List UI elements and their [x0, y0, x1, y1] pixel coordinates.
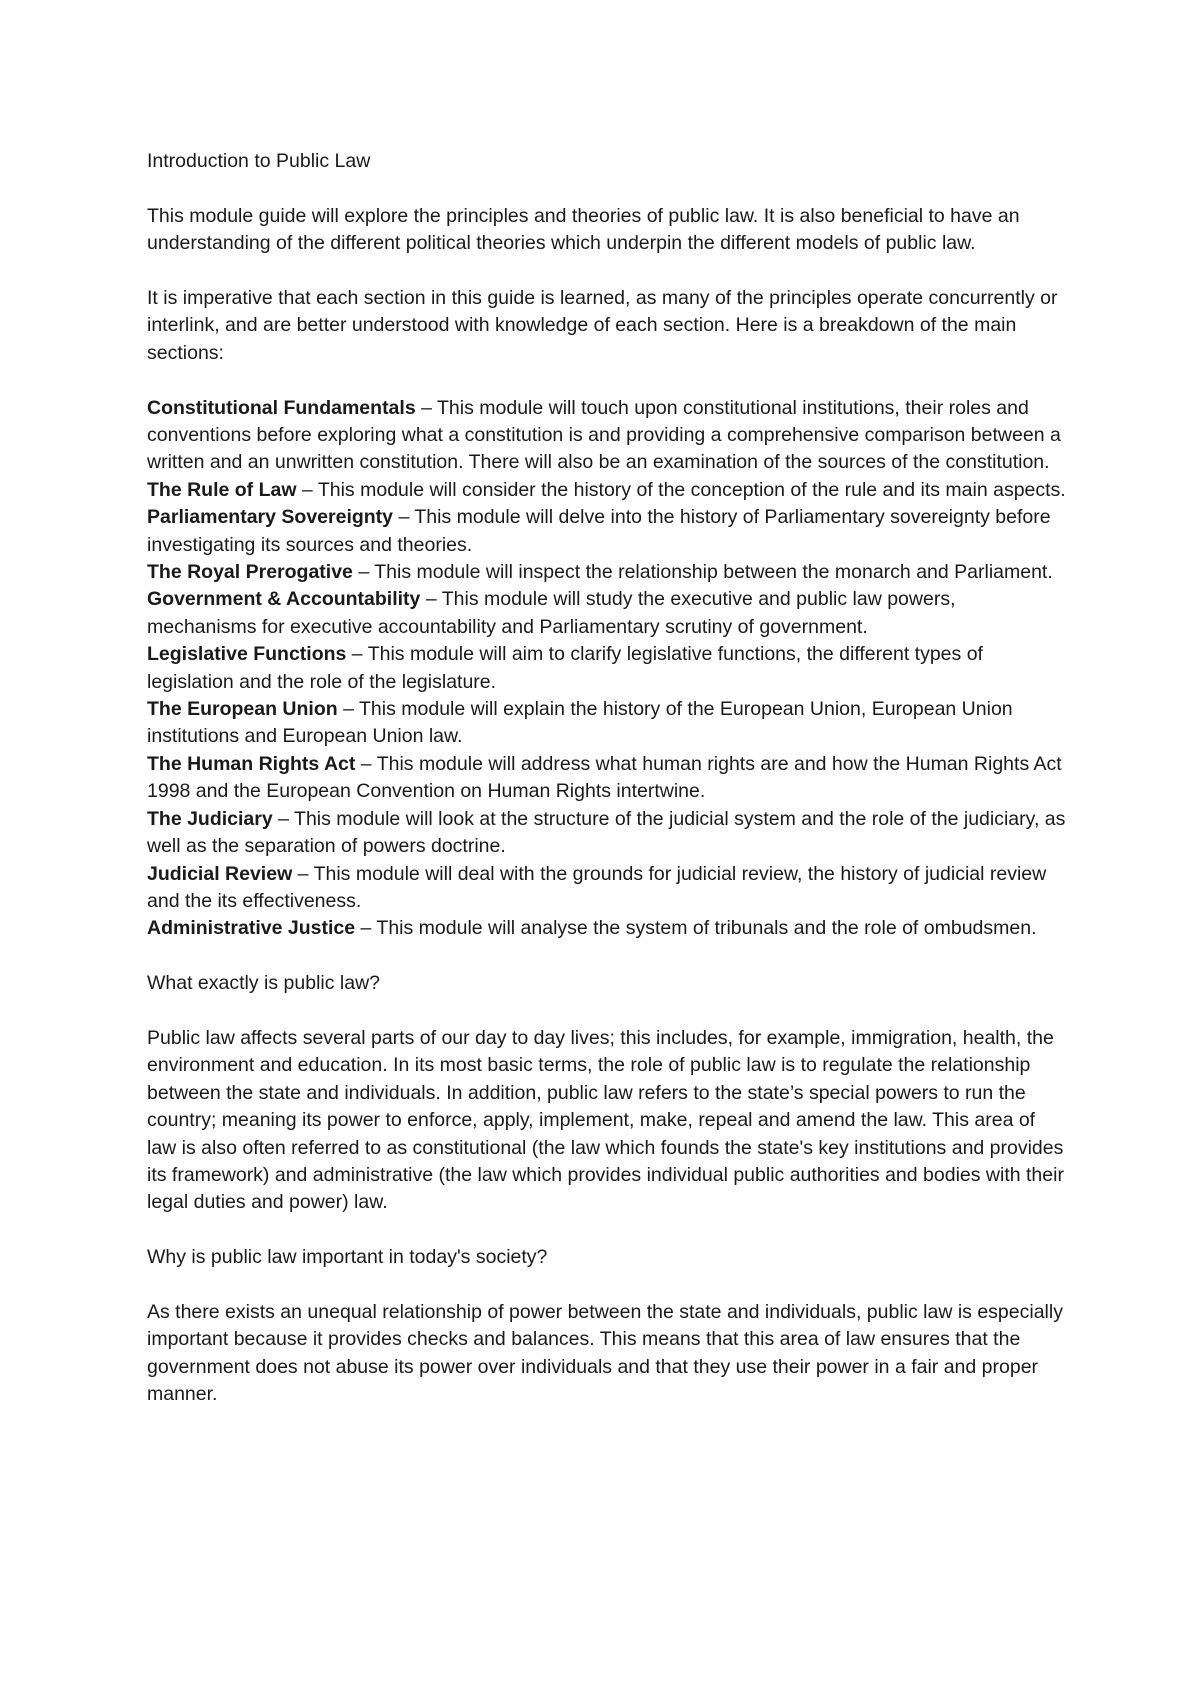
section-title: Constitutional Fundamentals: [147, 396, 416, 419]
document-body: [147, 148, 1067, 1436]
section-description: – This module will aim to clarify legislative functions, the different types of legislation and the role of the legislature.: [147, 643, 983, 693]
section-description: – This module will delve into the history of Parliamentary sovereignty before investigating its sources and theories.: [147, 506, 1051, 556]
section-description: – This module will explain the history of the European Union, European Union institutions and European Union law.: [147, 698, 1013, 748]
section-title: Judicial Review: [147, 862, 293, 885]
section-title: Government & Accountability: [147, 588, 421, 611]
section-item: [147, 861, 1067, 916]
section-title: The Rule of Law: [147, 478, 297, 501]
section-item: [147, 586, 1067, 641]
section-title: The Human Rights Act: [147, 752, 356, 775]
section-title: The European Union: [147, 698, 338, 721]
section-item: [147, 806, 1067, 861]
section-item: [147, 751, 1067, 806]
answer-paragraph-1: Public law affects several parts of our day to day lives; this includes, for example, immigration, health, the environment and education. In its most basic terms, the role of public law is to regulate the relationship between the state and individuals. In addition, public law refers to the state’s special powers to run the country; meaning its power to enforce, apply, implement, make, repeal and amend the law. This area of law is also often referred to as constitutional (the law which founds the state's key institutions and provides its framework) and administrative (the law which provides individual public authorities and bodies with their legal duties and power) law.: [147, 1026, 1064, 1214]
question-heading-1: What exactly is public law?: [147, 972, 381, 995]
answer-paragraph-2: As there exists an unequal relationship of power between the state and individuals, public law is especially important because it provides checks and balances. This means that this area of law ensures that the government does not abuse its power over individuals and that they use their power in a fair and proper manner.: [147, 1300, 1063, 1406]
intro-paragraph-1: This module guide will explore the principles and theories of public law. It is also beneficial to have an understanding of the different political theories which underpin the different models of public law.: [147, 204, 1020, 255]
section-description: – This module will touch upon constitutional institutions, their roles and conventions before exploring what a constitution is and providing a comprehensive comparison between a written and an unwritten constitution. There will also be an examination of the sources of the constitution.: [147, 396, 1061, 474]
question-heading-2: Why is public law important in today's society?: [147, 1246, 548, 1269]
section-description: – This module will address what human rights are and how the Human Rights Act 1998 and the European Convention on Human Rights intertwine.: [147, 752, 1062, 803]
section-title: The Judiciary: [147, 807, 273, 830]
section-title: The Royal Prerogative: [147, 561, 353, 584]
document-title: Introduction to Public Law: [147, 150, 371, 172]
section-item: [147, 915, 1067, 942]
section-item: [147, 696, 1067, 751]
section-item: [147, 477, 1067, 504]
section-description: – This module will consider the history of the conception of the rule and its main aspects.: [296, 478, 1066, 501]
section-title: Administrative Justice: [147, 917, 356, 940]
section-title: Parliamentary Sovereignty: [147, 506, 394, 529]
section-title: Legislative Functions: [147, 643, 347, 666]
section-item: [147, 395, 1067, 477]
section-item: [147, 504, 1067, 559]
section-description: – This module will study the executive and public law powers, mechanisms for executive accountability and Parliamentary scrutiny of government.: [147, 588, 956, 638]
section-description: – This module will deal with the grounds for judicial review, the history of judicial review and the its effectiveness.: [147, 862, 1047, 912]
intro-paragraph-2: It is imperative that each section in this guide is learned, as many of the principles operate concurrently or interlink, and are better understood with knowledge of each section. Here is a breakdown of the main sections:: [147, 287, 1058, 364]
section-item: [147, 641, 1067, 696]
section-item: [147, 559, 1067, 586]
section-description: – This module will analyse the system of tribunals and the role of ombudsmen.: [355, 917, 1037, 940]
sections-list: [147, 395, 1067, 943]
section-description: – This module will inspect the relationship between the monarch and Parliament.: [352, 561, 1053, 584]
section-description: – This module will look at the structure of the judicial system and the role of the judiciary, as well as the separation of powers doctrine.: [147, 807, 1066, 858]
